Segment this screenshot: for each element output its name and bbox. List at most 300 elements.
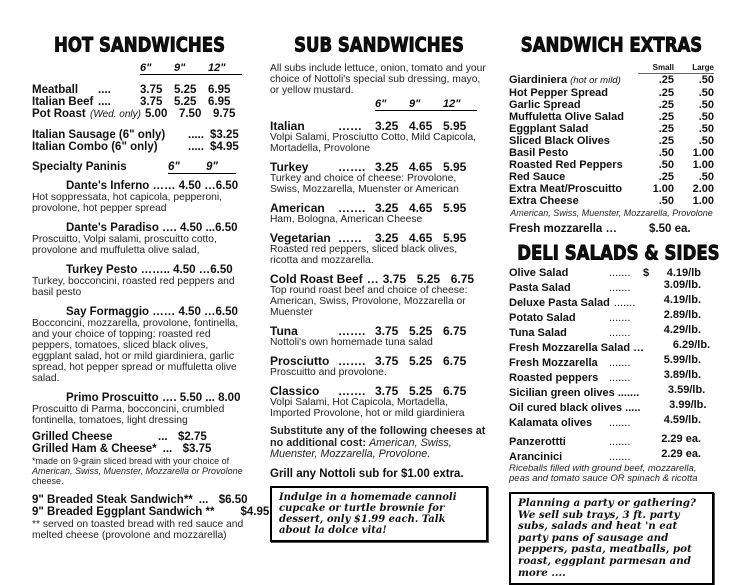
item-price: 5.99/lb. [663,354,701,366]
deli-item [509,414,714,429]
sub-sandwiches-column [270,35,488,542]
item-name: 9" Breaded Eggplant Sandwich ** [32,506,215,518]
item-name: Meatball [32,84,79,96]
item-name: Sicilian green olives ....... [509,387,640,399]
item-name: Giardiniera [509,74,568,86]
item-name-cell [270,202,375,214]
item-name-cell [509,74,638,87]
dots: ....... [609,372,631,384]
item-name-cell [509,387,647,399]
item-name-cell [509,195,638,207]
item-name: Classico [270,384,320,398]
section-label: Specialty Paninis [32,161,127,173]
item-price: 6.75 [443,354,467,368]
dots: ....... [609,451,631,463]
paninis-list [32,180,247,426]
deli-item [509,279,714,294]
menu-item [32,506,270,518]
dots: …… [338,231,362,245]
panini-item: Say Formaggio …… 4.50 …6.50 [66,306,238,318]
party-box: Planning a party or gathering? We sell sub trays, 3 ft. party subs, salads and heat 'n eat party pans of sausage and peppers, pasta, meatballs, pot roast, eggplant parmesan and more .... [509,492,714,585]
grill-note: Grill any Nottoli sub for $1.00 extra. [270,467,464,480]
large-price: 1.00 [692,159,714,171]
extras-size-header-wrap [509,63,714,74]
dots: ....... [609,282,631,294]
item-price: $.50 ea. [649,223,691,235]
dots: ....... [609,436,631,448]
item-note: (Wed. only) [90,109,141,120]
extras-list [509,74,714,207]
dots: ....... [609,327,631,339]
cheese-note: American, Swiss, Muenster, Mozzarella, Provolone [510,208,713,218]
menu-item [32,141,247,153]
item-name: Sliced Black Olives [509,135,610,147]
dots: ... [198,494,209,506]
item-price: 4.65 [409,119,433,133]
menu-item [32,108,247,121]
item-name: Garlic Spread [509,99,581,111]
item-name-cell [509,417,643,429]
size-label: Small [652,63,674,72]
panini-item: Dante's Paradiso …. 4.50 ...6.50 [66,222,238,234]
item-price: 4.29/lb. [663,324,701,336]
price-cell [643,324,701,336]
deli-item [509,294,714,309]
size-label: 6" [168,161,180,173]
item-price: 5.95 [443,119,467,133]
item-price: 5.95 [443,201,467,215]
substitute-note [270,426,488,461]
item-price: 3.75 [140,96,163,108]
item-name-cell [32,96,140,108]
item-price: 5.95 [443,231,467,245]
item-description: Turkey, bocconcini, roasted red peppers and basil pesto [32,276,235,298]
hot-single-list [32,129,247,153]
item-name-cell [509,372,643,384]
item-description: Proscuitto and provolone. [270,367,387,378]
item-name-cell [509,297,643,309]
size-label: Large [692,63,714,72]
item-description: Ham, Bologna, American Cheese [270,214,423,225]
item-name: Olive Salad [509,267,569,279]
price-cell [643,448,701,460]
item-name-cell [509,147,638,159]
price-cell [643,267,701,279]
item-price: 4.65 [409,231,433,245]
item-name: Pasta Salad [509,282,571,294]
dots: ....... [609,417,631,429]
hot-sandwiches-column [32,33,270,541]
item-price: 5.95 [443,160,467,174]
item-price: 9.75 [212,108,236,120]
breaded-list [32,494,270,518]
size-label: 6" [140,62,152,74]
fresh-mozzarella-row [509,223,714,235]
extras-deli-column [509,33,720,585]
item-price: 3.09/lb. [663,279,701,291]
note-text: Substitute any of the following cheeses at no additional cost: [270,425,486,449]
large-price: .50 [698,171,714,183]
large-price: .50 [698,135,714,147]
price-cell [643,279,701,291]
dots: .... [98,96,111,108]
large-price: .50 [698,99,714,111]
item-description: Proscuitto di Parma, bocconcini, crumbled fontinella, tomatoes, light dressing [32,404,225,426]
item-name-cell [509,451,643,463]
item-description: Bocconcini, mozzarella, provolone, fontinella, and your choice of topping: roasted red peppers, tomatoes, sliced black olives, eggplant salad, hot or mild giardiniera, garlic spread, hot pepper spread or muffuletta olive salad. [32,318,239,384]
item-price: $3.25 [209,129,239,141]
note-text: cheese. [32,476,64,486]
extra-item [509,123,714,135]
item-name: Red Sauce [509,171,566,183]
item-name: Roasted Red Peppers [509,159,623,171]
item-price: 3.89/lb. [663,369,701,381]
item-price: 4.65 [409,160,433,174]
item-name-cell [32,84,140,96]
item-name-cell [509,267,643,279]
item-name: Pot Roast [32,108,86,120]
item-description: Volpi Salami, Prosciutto Cotto, Mild Capicola, Mortadella, Provolone [270,132,477,154]
item-name: Deluxe Pasta Salad [509,297,610,309]
large-price: .50 [698,111,714,123]
sides-note: Riceballs filled with ground beef, mozzarella, peas and tomato sauce OR spinach & ricotta [509,463,698,484]
sandwich-extras-title: SANDWICH EXTRAS [520,33,703,57]
dots: ....... [609,267,631,279]
item-price: 3.75 [140,84,163,96]
item-name-cell [509,159,638,171]
item-description: Proscuitto, Volpi salami, proscuitto cotto, provolone and muffuletta olive salad, [32,234,217,256]
dots: ……. [338,201,366,215]
item-price: 6.75 [443,384,467,398]
extra-item [509,195,714,207]
item-name-cell [509,436,643,448]
item-name: Italian Sausage (6" only) [32,129,166,141]
item-price: 6.95 [208,96,231,108]
extra-item [509,159,714,171]
item-name-cell [270,120,375,132]
sub-item [270,202,488,214]
item-name: Fresh mozzarella … [509,223,618,235]
small-price: .25 [658,87,674,99]
sides-list [509,433,714,463]
menu-item [32,443,247,455]
item-name-cell [509,123,638,135]
item-name: Turkey [270,160,309,174]
item-price: 5.25 [174,84,197,96]
sub-item [270,385,488,397]
item-name: Roasted peppers [509,372,599,384]
item-name-cell [270,161,375,173]
item-price: $4.95 [240,506,270,518]
dots: …… [338,119,362,133]
dots: ..... [188,129,204,141]
item-price: $4.95 [209,141,239,153]
dots: ....... [613,297,636,309]
deli-salads-title: DELI SALADS & SIDES [517,241,720,265]
price-cell [643,369,701,381]
price-cell [643,309,701,321]
size-label: 6" [375,98,387,110]
extra-item [509,99,714,111]
item-name-cell [509,327,643,339]
sub-item [270,355,488,367]
item-name: Arancinici [509,451,563,463]
item-name-cell [509,342,652,354]
extra-item [509,147,714,159]
menu-item [32,129,247,141]
item-price: $2.75 [178,431,207,443]
item-name-cell [509,99,638,111]
deli-list [509,267,714,429]
item-name-cell [509,183,638,195]
item-name: Cold Roast Beef [270,272,363,286]
dots: ……. [338,160,366,174]
item-price: 3.75 [375,354,399,368]
deli-item [509,339,714,354]
item-price: 5.25 [409,384,433,398]
item-price: 4.59/lb. [663,414,701,426]
item-name-cell [509,111,638,123]
item-price: 2.29 ea. [661,433,701,445]
item-price: 3.75 [375,324,399,338]
item-price: 4.19/lb [666,267,701,279]
sub-item [270,325,488,337]
item-name: Prosciutto [270,354,330,368]
item-name: Hot Pepper Spread [509,87,609,99]
extra-item [509,87,714,99]
item-price: 6.29/lb. [672,339,711,351]
item-price: 6.75 [443,324,467,338]
item-name-cell [270,355,375,367]
item-description: Roasted red peppers, sliced black olives, ricotta and mozzarella. [270,244,458,266]
item-description: Top round roast beef and choice of cheese: American, Swiss, Provolone, Mozzarella or Muenster [270,285,468,318]
item-name: Tuna Salad [509,327,567,339]
item-name-cell [270,325,375,337]
extra-item [509,135,714,147]
item-price: 5.25 [409,354,433,368]
item-description: Volpi Salami, Hot Capicola, Mortadella, Imported Provolone, hot or mild giardiniera [270,397,465,419]
price-cell [643,414,701,426]
size-label: 12" [443,98,461,110]
paninis-header [32,161,247,174]
item-name: Grilled Ham & Cheese* [32,443,157,455]
extra-item [509,74,714,87]
menu-item [32,84,247,96]
dots: ... [158,431,168,443]
currency: $ [643,267,650,279]
sub-item [270,232,488,244]
dots: … [366,272,379,286]
price-cell [643,433,701,445]
item-name: Potato Salad [509,312,576,324]
item-name-cell [509,402,648,414]
sub-intro: All subs include lettuce, onion, tomato and your choice of Nottoli's special sub dressing, mayo, or yellow mustard. [270,63,486,96]
price-cell [652,339,710,351]
price-cell [647,384,705,396]
small-price: .50 [658,147,674,159]
size-label: 12" [208,62,226,74]
price-cell [643,294,701,306]
small-price: .50 [658,195,674,207]
item-name-cell [509,312,643,324]
item-name: Muffuletta Olive Salad [509,111,624,123]
note-text: American, Swiss, Muenster, Mozzarella, Provolone. [270,436,452,460]
item-price: 4.65 [409,201,433,215]
hot-items-list [32,84,247,121]
panini-item: Turkey Pesto …….. 4.50 …6.50 [66,264,233,276]
deli-item [509,354,714,369]
sub-item [270,120,488,132]
item-price: 4.19/lb. [663,294,701,306]
item-name-cell [509,87,638,99]
menu-item [32,96,247,108]
dots: ……. [338,384,366,398]
item-price: 2.89/lb. [663,309,701,321]
item-name: Tuna [270,324,298,338]
panini-size-header [168,161,236,174]
panini-item: Primo Proscuitto …. 5.50 ... 8.00 [66,392,241,404]
deli-item [509,309,714,324]
small-price: .50 [658,159,674,171]
deli-item [509,384,714,399]
dots: ....... [609,312,631,324]
menu-item [32,431,247,443]
extra-item [509,183,714,195]
small-price: .25 [658,111,674,123]
sub-sandwiches-title: SUB SANDWICHES [294,33,464,57]
item-note: (hot or mild) [570,75,621,86]
item-name-cell [509,282,643,294]
item-price: 3.25 [375,119,399,133]
dots: ……. [338,324,366,338]
item-name: Fresh Mozzarella [509,357,598,369]
item-name: Oil cured black olives ..... [509,402,641,414]
large-price: 1.00 [692,147,714,159]
deli-item [509,399,714,414]
item-name-cell [270,385,375,397]
small-price: .25 [658,135,674,147]
small-price: .25 [658,99,674,111]
item-price: 5.00 [144,108,168,120]
small-price: .25 [658,123,674,135]
item-price: 5.25 [174,96,197,108]
extras-size-header [638,63,714,74]
sub-size-header [375,98,477,111]
item-price: 3.75 [382,272,407,286]
item-price: 5.25 [416,272,441,286]
deli-item [509,267,714,279]
item-name-cell [509,135,638,147]
small-price: .25 [658,171,674,183]
item-name: Kalamata olives [509,417,593,429]
item-name-cell [509,357,643,369]
item-name-cell [270,232,375,244]
large-price: 1.00 [692,195,714,207]
item-price: 7.50 [178,108,202,120]
item-name: Panzerottti [509,436,566,448]
item-price: 3.75 [375,384,399,398]
item-name: 9" Breaded Steak Sandwich** [32,494,193,506]
grilled-list [32,431,247,455]
sub-item [270,273,488,285]
item-name: Vegetarian [270,231,331,245]
dots: ... [162,443,173,455]
extra-item [509,111,714,123]
small-price: .25 [658,74,674,86]
dots: ..... [188,141,204,153]
grilled-note [32,456,247,486]
hot-size-header [140,62,242,75]
hot-sandwiches-title: HOT SANDWICHES [53,33,226,57]
item-price: 6.95 [208,84,231,96]
item-name: Grilled Cheese [32,431,113,443]
size-label: 9" [206,161,218,173]
item-price: 2.29 ea. [661,448,701,460]
item-name-cell [270,273,383,285]
item-name-cell [32,108,145,121]
size-label: 9" [174,62,186,74]
sub-item [270,161,488,173]
deli-item [509,324,714,339]
item-price: 3.99/lb. [669,399,707,411]
item-name: Basil Pesto [509,147,569,159]
large-price: .50 [698,74,714,86]
item-price: 3.25 [375,160,399,174]
dots: .... [98,84,111,96]
dots: ....... [609,357,631,369]
item-name-cell [509,171,638,183]
dessert-box: Indulge in a homemade cannoli cupcake or turtle brownie for dessert, only $1.99 each. Talk about la dolce vita! [270,486,488,542]
item-name: Extra Meat/Proscuitto [509,183,623,195]
item-description: Turkey and choice of cheese: Provolone, Swiss, Mozzarella, Muenster or American [270,173,459,195]
price-cell [648,399,706,411]
large-price: .50 [698,87,714,99]
small-price: 1.00 [652,183,674,195]
item-description: Hot soppressata, hot capicola, pepperoni, provolone, hot pepper spread [32,192,223,214]
item-price: 5.25 [409,324,433,338]
sub-items-list [270,120,488,419]
deli-item [509,433,714,448]
item-name: American [270,201,325,215]
note-text: *made on 9-grain sliced bread with your choice of [32,456,230,466]
item-name: Italian [270,119,305,133]
item-name: Extra Cheese [509,195,579,207]
extra-item [509,171,714,183]
note-text: American, Swiss, Muenster, Mozzarella or Provolone [32,466,243,476]
item-price: 6.75 [450,272,475,286]
item-name: Eggplant Salad [509,123,589,135]
item-name: Italian Combo (6" only) [32,141,158,153]
large-price: .50 [698,123,714,135]
item-price: 3.25 [375,201,399,215]
size-label: 9" [409,98,421,110]
panini-item: Dante's Inferno …… 4.50 …6.50 [66,180,239,192]
deli-item [509,448,714,463]
item-price: $3.75 [182,443,212,455]
item-price: $6.50 [218,494,248,506]
price-cell [643,354,701,366]
dots: ……. [338,354,366,368]
item-price: 3.25 [375,231,399,245]
item-price: 3.59/lb. [667,384,706,396]
item-description: Nottoli's own homemade tuna salad [270,337,433,348]
breaded-note: ** served on toasted bread with red sauce and melted cheese (provolone and mozzarella) [32,519,244,541]
menu-item [32,494,247,506]
item-name: Italian Beef [32,96,94,108]
item-name: Fresh Mozzarella Salad … [509,342,645,354]
large-price: 2.00 [692,183,714,195]
deli-item [509,369,714,384]
